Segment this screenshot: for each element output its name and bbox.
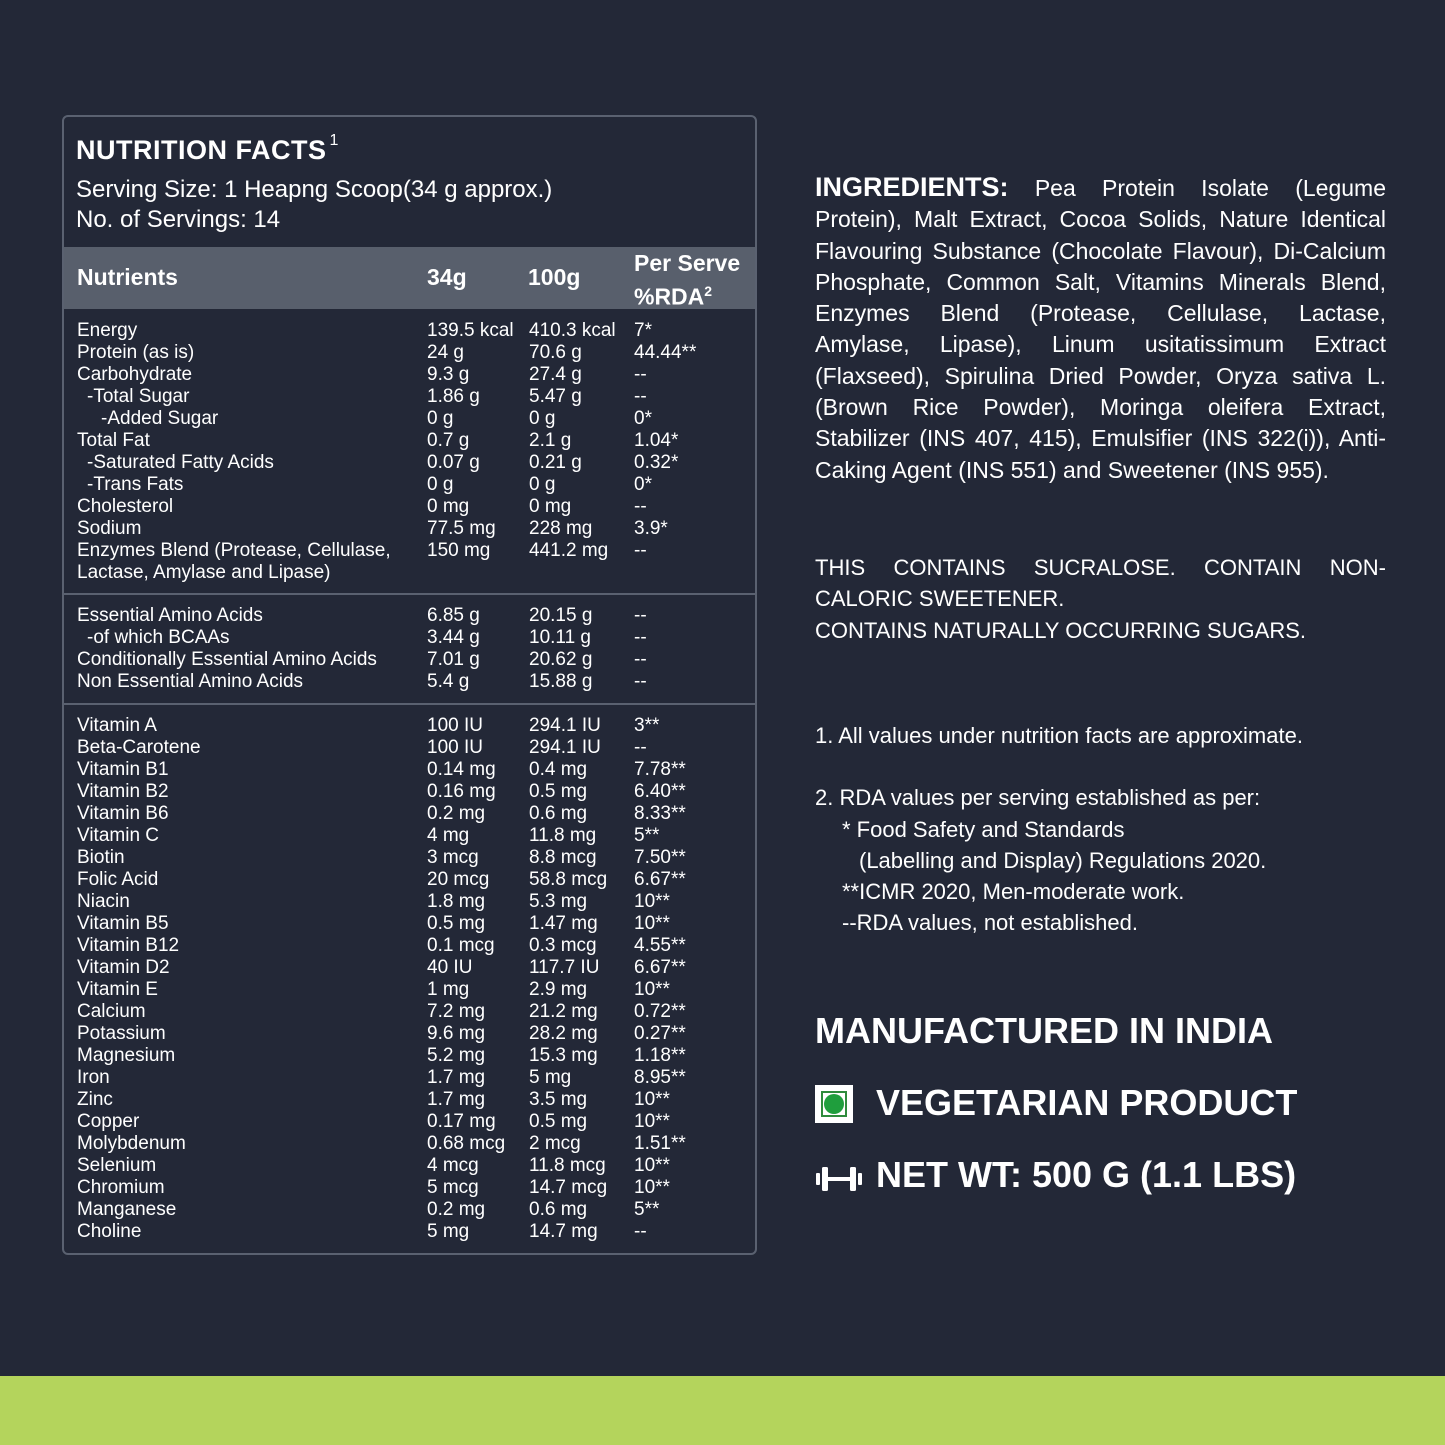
table-row <box>64 935 755 957</box>
value-34g: 3.44 g <box>427 627 480 648</box>
value-rda: -- <box>634 386 647 407</box>
vegetarian-label: VEGETARIAN PRODUCT <box>876 1082 1298 1123</box>
value-34g: 0.2 mg <box>427 1199 486 1220</box>
value-34g: 100 IU <box>427 715 483 736</box>
value-rda: 10** <box>634 913 670 934</box>
value-34g: 6.85 g <box>427 605 480 626</box>
table-row <box>64 386 755 408</box>
value-rda: 1.18** <box>634 1045 686 1066</box>
footnotes <box>815 720 1386 939</box>
value-100g: 28.2 mg <box>529 1023 598 1044</box>
nutrient-name: Carbohydrate <box>77 364 193 385</box>
value-100g: 27.4 g <box>529 364 582 385</box>
table-row <box>64 364 755 386</box>
nutrient-name: Energy <box>77 320 138 341</box>
header-100g: 100g <box>528 264 581 290</box>
value-100g: 0 mg <box>529 496 572 517</box>
sweetener-warning <box>815 552 1386 646</box>
value-34g: 9.6 mg <box>427 1023 486 1044</box>
macro-nutrients-section <box>64 320 755 584</box>
header-rda-footnote: 2 <box>704 283 713 299</box>
value-100g: 0 g <box>529 474 556 495</box>
table-row <box>64 1001 755 1023</box>
footnote-2: 2. RDA values per serving established as per: <box>815 785 1261 811</box>
value-34g: 0.1 mcg <box>427 935 495 956</box>
value-100g: 0.6 mg <box>529 1199 588 1220</box>
value-100g: 294.1 IU <box>529 715 601 736</box>
servings-count: No. of Servings: 14 <box>76 206 281 233</box>
manufactured-in-india: MANUFACTURED IN INDIA <box>815 1010 1273 1051</box>
value-34g: 5.4 g <box>427 671 470 692</box>
value-100g: 1.47 mg <box>529 913 598 934</box>
table-row <box>64 1199 755 1221</box>
table-row <box>64 496 755 518</box>
value-rda: 4.55** <box>634 935 686 956</box>
value-rda: 0.72** <box>634 1001 686 1022</box>
table-row <box>64 737 755 759</box>
nutrient-name: Chromium <box>77 1177 165 1198</box>
table-row <box>64 452 755 474</box>
nutrient-name: -of which BCAAs <box>87 627 230 648</box>
nutrient-name: Cholesterol <box>77 496 174 517</box>
value-34g: 0.7 g <box>427 430 470 451</box>
footnote-2c: **ICMR 2020, Men-moderate work. <box>842 879 1185 905</box>
value-34g: 0 g <box>427 474 454 495</box>
nutrient-name: Enzymes Blend (Protease, Cellulase, Lactase, Amylase and Lipase) <box>77 540 391 583</box>
value-rda: -- <box>634 364 647 385</box>
nutrient-name: Vitamin B12 <box>77 935 180 956</box>
value-rda: 7* <box>634 320 652 341</box>
value-rda: -- <box>634 649 647 670</box>
value-rda: 7.50** <box>634 847 686 868</box>
value-100g: 11.8 mg <box>529 825 597 846</box>
value-rda: 10** <box>634 979 670 1000</box>
table-row <box>64 715 755 737</box>
header-nutrients: Nutrients <box>77 264 178 290</box>
value-100g: 15.3 mg <box>529 1045 598 1066</box>
value-34g: 0.14 mg <box>427 759 496 780</box>
net-weight-badge <box>815 1154 1297 1196</box>
net-weight-label: NET WT: 500 G (1.1 LBS) <box>876 1154 1297 1195</box>
value-100g: 20.62 g <box>529 649 593 670</box>
table-row <box>64 1045 755 1067</box>
table-row <box>64 891 755 913</box>
value-100g: 410.3 kcal <box>529 320 616 341</box>
header-34g: 34g <box>427 264 467 290</box>
value-34g: 0.07 g <box>427 452 480 473</box>
nutrient-name: Vitamin E <box>77 979 158 1000</box>
table-row <box>64 1111 755 1133</box>
value-rda: 8.95** <box>634 1067 686 1088</box>
nutrient-name: Vitamin B1 <box>77 759 169 780</box>
value-rda: 5** <box>634 1199 660 1220</box>
value-34g: 1 mg <box>427 979 470 1000</box>
value-rda: 10** <box>634 891 670 912</box>
value-100g: 2.9 mg <box>529 979 588 1000</box>
nutrient-name: Molybdenum <box>77 1133 186 1154</box>
table-row <box>64 1089 755 1111</box>
table-row <box>64 825 755 847</box>
value-rda: -- <box>634 496 647 517</box>
value-100g: 0.4 mg <box>529 759 588 780</box>
table-row <box>64 518 755 540</box>
value-34g: 7.2 mg <box>427 1001 486 1022</box>
value-34g: 7.01 g <box>427 649 480 670</box>
value-100g: 294.1 IU <box>529 737 601 758</box>
vitamins-minerals-section <box>64 715 755 1243</box>
table-row <box>64 627 755 649</box>
value-100g: 441.2 mg <box>529 540 609 561</box>
table-row <box>64 913 755 935</box>
value-rda: 1.04* <box>634 430 679 451</box>
value-100g: 0.3 mcg <box>529 935 597 956</box>
value-rda: 1.51** <box>634 1133 686 1154</box>
table-row <box>64 1155 755 1177</box>
table-row <box>64 1177 755 1199</box>
value-34g: 0.5 mg <box>427 913 486 934</box>
footnote-1: 1. All values under nutrition facts are approximate. <box>815 723 1303 748</box>
nutrient-name: Calcium <box>77 1001 146 1022</box>
nutrient-name: Zinc <box>77 1089 113 1110</box>
value-100g: 117.7 IU <box>529 957 600 978</box>
nutrient-name: Vitamin D2 <box>77 957 170 978</box>
value-34g: 1.7 mg <box>427 1089 486 1110</box>
nutrient-name: Potassium <box>77 1023 166 1044</box>
value-34g: 0.2 mg <box>427 803 486 824</box>
value-rda: 0.27** <box>634 1023 686 1044</box>
natural-sugars-note: CONTAINS NATURALLY OCCURRING SUGARS. <box>815 617 1306 643</box>
nutrient-name: Manganese <box>77 1199 177 1220</box>
value-100g: 11.8 mcg <box>529 1155 606 1176</box>
table-row <box>64 847 755 869</box>
value-34g: 100 IU <box>427 737 483 758</box>
section-divider <box>64 703 755 705</box>
value-100g: 0.21 g <box>529 452 582 473</box>
value-rda: -- <box>634 671 647 692</box>
vegetarian-badge <box>815 1082 1298 1124</box>
value-rda: 10** <box>634 1089 670 1110</box>
nutrient-name: -Total Sugar <box>87 386 190 407</box>
table-row <box>64 803 755 825</box>
table-row <box>64 605 755 627</box>
nutrient-name: Vitamin C <box>77 825 160 846</box>
ingredients-block <box>815 172 1386 486</box>
value-34g: 3 mcg <box>427 847 479 868</box>
value-rda: -- <box>634 540 647 561</box>
value-rda: 5** <box>634 825 660 846</box>
serving-info <box>76 175 552 235</box>
nutrient-name: Non Essential Amino Acids <box>77 671 304 692</box>
value-100g: 14.7 mcg <box>529 1177 608 1198</box>
nutrient-name: Vitamin B2 <box>77 781 169 802</box>
nutrient-name: -Trans Fats <box>87 474 184 495</box>
value-100g: 10.11 g <box>529 627 591 648</box>
nutrient-name: Total Fat <box>77 430 150 451</box>
nutrition-title-footnote: 1 <box>329 132 339 149</box>
table-header <box>64 247 755 309</box>
value-100g: 21.2 mg <box>529 1001 598 1022</box>
value-rda: 10** <box>634 1155 670 1176</box>
value-100g: 0 g <box>529 408 556 429</box>
value-rda: 44.44** <box>634 342 697 363</box>
value-34g: 150 mg <box>427 540 491 561</box>
table-row <box>64 781 755 803</box>
table-row <box>64 342 755 364</box>
value-rda: 6.67** <box>634 869 686 890</box>
nutrient-name: Beta-Carotene <box>77 737 201 758</box>
table-row <box>64 540 755 584</box>
nutrient-name: Choline <box>77 1221 142 1242</box>
value-100g: 0.5 mg <box>529 1111 588 1132</box>
ingredients-text: Pea Protein Isolate (Legume Protein), Malt Extract, Cocoa Solids, Nature Identical Flavouring Substance (Chocolate Flavour), Di-Calcium Phosphate, Common Salt, Vitamins Minerals Blend, Enzymes Blend (Protease, Cellulase, Lactase, Amylase, Lipase), Linum usitatissimum Extract (Flaxseed), Spirulina Dried Powder, Oryza sativa L. (Brown Rice Powder), Moringa oleifera Extract, Stabilizer (INS 407, 415), Emulsifier (INS 322(i)), Anti-Caking Agent (INS 551) and Sweetener (INS 955). <box>815 175 1387 483</box>
sucralose-warning: THIS CONTAINS SUCRALOSE. CONTAIN NON-CALORIC SWEETENER. <box>815 555 1386 612</box>
value-100g: 2.1 g <box>529 430 572 451</box>
nutrient-name: Copper <box>77 1111 140 1132</box>
value-100g: 0.6 mg <box>529 803 588 824</box>
value-rda: -- <box>634 605 647 626</box>
value-100g: 14.7 mg <box>529 1221 598 1242</box>
value-34g: 4 mcg <box>427 1155 479 1176</box>
nutrient-name: Magnesium <box>77 1045 176 1066</box>
value-34g: 0.17 mg <box>427 1111 496 1132</box>
nutrient-name: Conditionally Essential Amino Acids <box>77 649 377 670</box>
nutrient-name: Folic Acid <box>77 869 159 890</box>
value-rda: 0* <box>634 408 652 429</box>
value-34g: 77.5 mg <box>427 518 496 539</box>
value-rda: 3.9* <box>634 518 668 539</box>
table-row <box>64 1133 755 1155</box>
value-34g: 1.86 g <box>427 386 480 407</box>
table-row <box>64 957 755 979</box>
header-rda-line2: %RDA$^2$ <box>634 283 713 310</box>
value-34g: 139.5 kcal <box>427 320 514 341</box>
value-100g: 5.47 g <box>529 386 582 407</box>
table-row <box>64 869 755 891</box>
value-rda: 8.33** <box>634 803 686 824</box>
ingredients-label: INGREDIENTS: <box>815 172 1009 202</box>
value-100g: 15.88 g <box>529 671 593 692</box>
footnote-2a: * Food Safety and Standards <box>842 816 1125 842</box>
value-34g: 1.8 mg <box>427 891 486 912</box>
nutrient-name: -Saturated Fatty Acids <box>87 452 274 473</box>
section-divider <box>64 593 755 595</box>
table-row <box>64 759 755 781</box>
veg-dot-icon <box>824 1094 844 1114</box>
nutrient-name: Vitamin B5 <box>77 913 169 934</box>
value-100g: 8.8 mcg <box>529 847 597 868</box>
value-100g: 3.5 mg <box>529 1089 588 1110</box>
nutrient-name: Biotin <box>77 847 125 868</box>
nutrition-facts-panel <box>62 115 757 1255</box>
header-rda <box>634 249 740 311</box>
table-row <box>64 671 755 693</box>
value-100g: 5 mg <box>529 1067 572 1088</box>
nutrient-name: Essential Amino Acids <box>77 605 263 626</box>
value-rda: 3** <box>634 715 660 736</box>
value-100g: 0.5 mg <box>529 781 588 802</box>
value-rda: 10** <box>634 1177 670 1198</box>
value-34g: 4 mg <box>427 825 470 846</box>
value-34g: 0 mg <box>427 496 470 517</box>
nutrient-name: Protein (as is) <box>77 342 195 363</box>
value-rda: -- <box>634 737 647 758</box>
value-rda: 0.32* <box>634 452 679 473</box>
nutrient-name: Vitamin A <box>77 715 157 736</box>
table-row <box>64 649 755 671</box>
footnote-2d: --RDA values, not established. <box>842 910 1138 936</box>
nutrition-title: NUTRITION FACTS $^1$ <box>76 132 339 165</box>
value-34g: 9.3 g <box>427 364 470 385</box>
nutrient-name: Vitamin B6 <box>77 803 169 824</box>
value-100g: 228 mg <box>529 518 593 539</box>
value-34g: 5.2 mg <box>427 1045 486 1066</box>
value-rda: 7.78** <box>634 759 686 780</box>
nutrient-name: Iron <box>77 1067 110 1088</box>
table-row <box>64 408 755 430</box>
table-row <box>64 430 755 452</box>
nutrient-name: Selenium <box>77 1155 157 1176</box>
table-row <box>64 320 755 342</box>
value-34g: 20 mcg <box>427 869 490 890</box>
value-100g: 5.3 mg <box>529 891 588 912</box>
value-34g: 5 mcg <box>427 1177 479 1198</box>
value-34g: 0.68 mcg <box>427 1133 506 1154</box>
value-rda: 10** <box>634 1111 670 1132</box>
table-row <box>64 1067 755 1089</box>
table-row <box>64 474 755 496</box>
value-rda: 6.40** <box>634 781 686 802</box>
nutrient-name: Sodium <box>77 518 142 539</box>
value-100g: 58.8 mcg <box>529 869 608 890</box>
value-34g: 0 g <box>427 408 454 429</box>
value-rda: -- <box>634 1221 647 1242</box>
table-row <box>64 1023 755 1045</box>
value-rda: 6.67** <box>634 957 686 978</box>
value-34g: 1.7 mg <box>427 1067 486 1088</box>
nutrient-name: -Added Sugar <box>101 408 219 429</box>
value-100g: 2 mcg <box>529 1133 581 1154</box>
value-34g: 24 g <box>427 342 464 363</box>
nutrient-name: Niacin <box>77 891 130 912</box>
serving-size: Serving Size: 1 Heapng Scoop(34 g approx.) <box>76 176 553 203</box>
value-34g: 5 mg <box>427 1221 470 1242</box>
value-100g: 20.15 g <box>529 605 593 626</box>
value-rda: -- <box>634 627 647 648</box>
table-row <box>64 1221 755 1243</box>
footnote-2b: (Labelling and Display) Regulations 2020. <box>859 847 1267 873</box>
amino-acids-section <box>64 605 755 693</box>
accent-band <box>0 1376 1445 1445</box>
value-100g: 70.6 g <box>529 342 582 363</box>
header-rda-line1: Per Serve <box>634 250 741 276</box>
value-34g: 0.16 mg <box>427 781 496 802</box>
value-34g: 40 IU <box>427 957 473 978</box>
table-row <box>64 979 755 1001</box>
value-rda: 0* <box>634 474 652 495</box>
